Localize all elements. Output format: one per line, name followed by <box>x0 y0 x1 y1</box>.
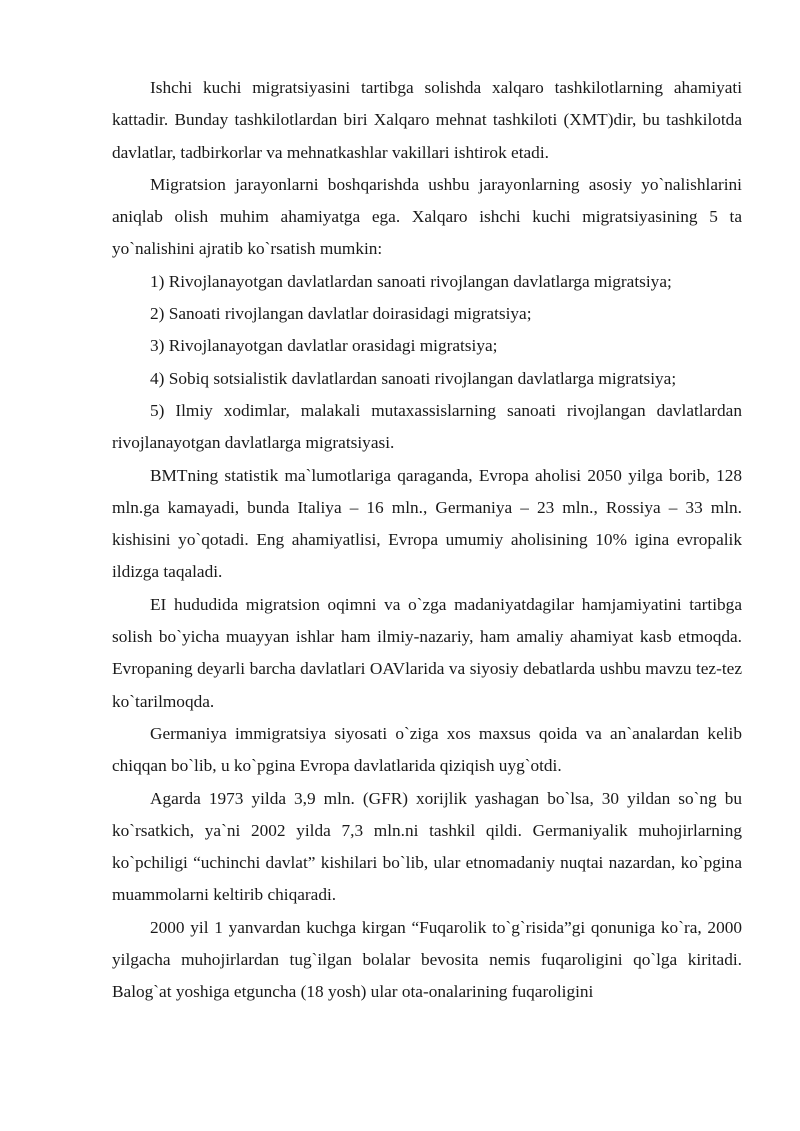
paragraph-ilo: Ishchi kuchi migratsiyasini tartibga solishda xalqaro tashkilotlarning ahamiyati kattadir. Bunday tashkilotlardan biri Xalqaro mehnat tashkiloti (XMT)dir, bu tashkilotda davlatlar, tadbirkorlar va mehnatkashlar vakillari ishtirok etadi. <box>112 78 742 162</box>
paragraph-eu-regulation: EI hududida migratsion oqimni va o`zga madaniyatdagilar hamjamiyatini tartibga solish bo`yicha muayyan ishlar ham ilmiy-nazariy, ham amaliy ahamiyat kasb etmoqda. Evropaning deyarli barcha davlatlari OAVlarida va siyosiy debatlarda ushbu mavzu tez-tez ko`tarilmoqda. <box>112 594 742 711</box>
list-item-3: 3) Rivojlanayotgan davlatlar orasidagi migratsiya; <box>150 336 498 356</box>
paragraph-migration-directions: Migratsion jarayonlarni boshqarishda ushbu jarayonlarning asosiy yo`nalishlarini aniqlab olish muhim ahamiyatga ega. Xalqaro ishchi kuchi migratsiyasining 5 ta yo`nalishini ajratib ko`rsatish mumkin: <box>112 174 742 259</box>
list-item-1: 1) Rivojlanayotgan davlatlardan sanoati rivojlangan davlatlarga migratsiya; <box>150 271 672 291</box>
list-item-2: 2) Sanoati rivojlangan davlatlar doirasidagi migratsiya; <box>150 304 532 324</box>
paragraph-un-statistics: BMTning statistik ma`lumotlariga qaraganda, Evropa aholisi 2050 yilga borib, 128 mln.ga kamayadi, bunda Italiya – 16 mln., Germaniya – 23 mln., Rossiya – 33 mln. kishisini yo`qotadi. Eng ahamiyatlisi, Evropa umumiy aholisining 10% igina evropalik ildizga taqaladi. <box>112 465 742 582</box>
document-page <box>112 72 742 1009</box>
list-item-5: 5) Ilmiy xodimlar, malakali mutaxassislarning sanoati rivojlangan davlatlardan rivojlanayotgan davlatlarga migratsiyasi. <box>112 400 742 453</box>
paragraph-citizenship-law: 2000 yil 1 yanvardan kuchga kirgan “Fuqarolik to`g`risida”gi qonuniga ko`ra, 2000 yilgacha muhojirlardan tug`ilgan bolalar bevosita nemis fuqaroligini qo`lga kiritadi. Balog`at yoshiga etguncha (18 yosh) ular ota-onalarining fuqaroligini <box>112 917 742 1002</box>
paragraph-germany-figures: Agarda 1973 yilda 3,9 mln. (GFR) xorijlik yashagan bo`lsa, 30 yildan so`ng bu ko`rsatkich, ya`ni 2002 yilda 7,3 mln.ni tashkil qildi. Germaniyalik muhojirlarning ko`pchiligi “uchinchi davlat” kishilari bo`lib, ular etnomadaniy nuqtai nazardan, ko`pgina muammolarni keltirib chiqaradi. <box>112 788 742 905</box>
paragraph-germany-policy: Germaniya immigratsiya siyosati o`ziga xos maxsus qoida va an`analardan kelib chiqqan bo`lib, u ko`pgina Evropa davlatlarida qiziqish uyg`otdi. <box>112 723 742 776</box>
list-item-4: 4) Sobiq sotsialistik davlatlardan sanoati rivojlangan davlatlarga migratsiya; <box>150 368 677 388</box>
